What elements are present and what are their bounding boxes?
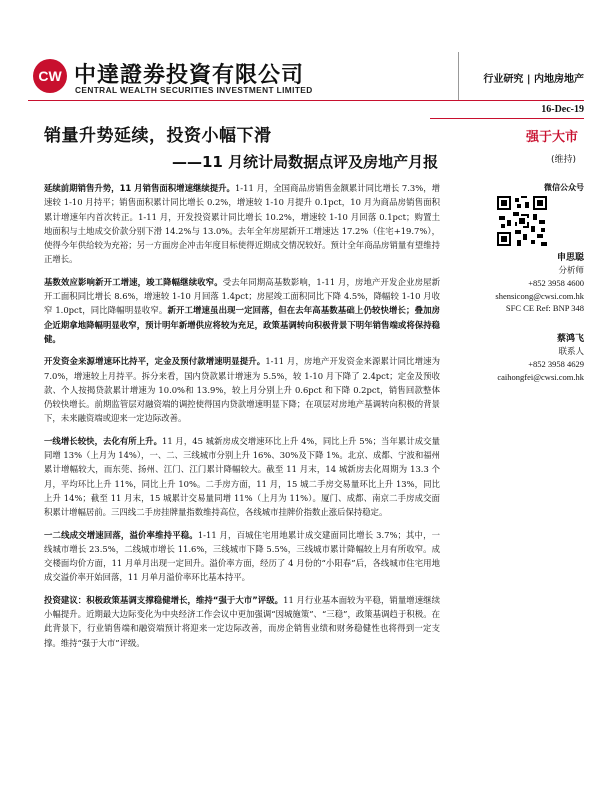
analyst-role: 分析师: [558, 265, 584, 276]
contact-email-link[interactable]: caihongfei@cwsi.com.hk: [497, 371, 584, 382]
qr-code-icon: [497, 196, 547, 246]
company-logo-icon: [32, 58, 68, 94]
paragraph-text: 1-11 月，房地产开发资金来源累计同比增速为 7.0%，增速较上月持平。拆分来看，国内贷款累计增速为 5.5%，较 1-10 月下降了 2.4pct；定金及预收款、个人按揭贷款累计增速为 10.0%和 13.9%，较上月分别上升 0.6pct 和下降 0.2pct，销售回款整体仍较快增长。前期监管层对融资端的调控使得国内贷款增速明显下降；在项层对房地产基调转向积极的背景下，未来融资端或迎来一定边际改善。: [44, 356, 440, 424]
header-rule: [28, 100, 584, 101]
report-date: 16-Dec-19: [541, 104, 584, 115]
report-body: [44, 181, 440, 658]
analyst-email-link[interactable]: shensicong@cwsi.com.hk: [495, 290, 584, 301]
paragraph-lead: 一二线成交增速回落，溢价率维持平稳。: [44, 529, 198, 540]
analyst-name: 申思聪: [556, 253, 584, 263]
rating-label: 强于大市: [525, 130, 578, 145]
paragraph-text: 受去年同期高基数影响，1-11 月，房地产开发企业房屋新开工面积同比增长 8.6%，增速较 1-10 月回落 1.4pct；房屋竣工面积同比下降 4.5%，降幅较 1-10 月收窄 1.0pct，同比降幅明显收窄。: [44, 276, 440, 316]
analyst-phone: +852 3958 4600: [528, 278, 584, 289]
paragraph-text: 11 月行业基本面较为平稳，销量增速继续小幅提升。近期最大边际变化为中央经济工作会议中更加强调“因城施策”、“三稳”，政策基调趋于积极。在此背景下，行业销售端和融资端预计将迎来一定边际改善，而房企销售业绩和财务稳健性也将得到一定支撑。维持“强于大市”评级。: [44, 594, 440, 648]
paragraph-recommendation: [44, 593, 440, 650]
paragraph-lead: 一线增长较快，去化有所上升。: [44, 435, 163, 446]
paragraph-lead: 延续前期销售升势，11 月销售面积增速继续提升。: [44, 183, 235, 193]
header-divider: [458, 52, 459, 100]
paragraph-land: [44, 528, 440, 585]
paragraph-text: 1-11 月，全国商品房销售金额累计同比增长 7.3%，增速较 1-10 月持平；销售面积累计同比增长 0.2%，增速较 1-10 月提升 0.1pct，10 月为商品房销售面积累计增速年内首次转正。1-11 月，开发投资累计同比增长 10.2%，增速较 1-10 月回落 0.1pct；购置土地面积与土地成交价款分别下滑 14.2%与 13.0%。去年全年房屋新开工增速达 17.2%（住宅+19.7%），使得今年供给较为充裕；另一方面房企冲击年度目标使得近期成交情况较好。预计全年商品房销量有望维持正增长。: [44, 183, 440, 265]
report-type: 行业研究 | 内地房地产: [483, 74, 584, 85]
analyst-card: [495, 252, 584, 315]
contact-phone: +852 3958 4629: [528, 359, 584, 370]
paragraph-lead: 基数效应影响新开工增速，竣工降幅继续收窄。: [44, 276, 223, 287]
paragraph-text: 1-11 月，百城住宅用地累计成交建面同比增长 3.7%；其中，一线城市增长 23.5%，二线城市增长 11.6%，三线城市下降 5.5%，三线城市累计降幅较上月有所收窄。成交楼面均价方面，11 月单月出现一定回升。溢价率方面，经历了 4 月份的“小阳春”后，各线城市住宅用地成交溢价率开始回落，11 月单月溢价率环比基本持平。: [44, 529, 440, 583]
report-title: 销量升势延续，投资小幅下滑: [44, 126, 272, 146]
wechat-label: 微信公众号: [544, 183, 584, 192]
contact-role: 联系人: [558, 346, 584, 357]
paragraph-construction: [44, 275, 440, 346]
paragraph-lead: 开发资金来源增速环比持平，定金及预付款增速明显提升。: [44, 356, 266, 367]
paragraph-emphasis: 新开工增速虽出现一定回落，但在去年高基数基础上仍较快增长；叠加房企近期拿地降幅明显收窄，预计明年新增供应将较为充足，政策基调转向积极背景下明年销售端或将保持稳健。: [44, 305, 440, 344]
paragraph-city-market: [44, 434, 440, 520]
contact-name: 蔡鸿飞: [556, 334, 584, 344]
rating-status: (维持): [550, 155, 576, 165]
analyst-cert: SFC CE Ref: BNP 348: [505, 303, 584, 314]
paragraph-lead: 投资建议：积极政策基调支撑稳健增长，维持“强于大市”评级。: [44, 594, 284, 605]
company-name-en: CENTRAL WEALTH SECURITIES INVESTMENT LIMITED: [75, 85, 313, 95]
company-name-cn: 中達證劵投資有限公司: [74, 63, 305, 88]
report-subtitle: ——11 月统计局数据点评及房地产月报: [172, 153, 439, 171]
paragraph-text: 11 月，45 城新房成交增速环比上升 4%，同比上升 5%；当年累计成交量同增 13%（上月为 14%），一、二、三线城市分别上升 16%、30%及下降 1%。北京、成都、宁波和福州累计增幅较大，而东莞、扬州、江门、江门累计降幅较大。截至 11 月末，14 城新房去化周期为 13.3 个月，平均环比上升 11%，同比上升 10%。二手房方面，11 月，15 城二手房交易量环比上升 13%，同比上升 14%；截至 11 月末，15 城累计交易量同增 11%（上月为 11%）。厦门、成都、南京二手房成交面积累计增幅居前。三四线二手房挂牌量指数维持高位，各线城市挂牌价指数止涨后保持稳定。: [44, 435, 440, 518]
paragraph-sales: [44, 181, 440, 267]
contact-card: [497, 333, 584, 383]
date-rule: [430, 118, 584, 119]
svg-text:CW: CW: [38, 68, 62, 84]
paragraph-funding: [44, 354, 440, 425]
